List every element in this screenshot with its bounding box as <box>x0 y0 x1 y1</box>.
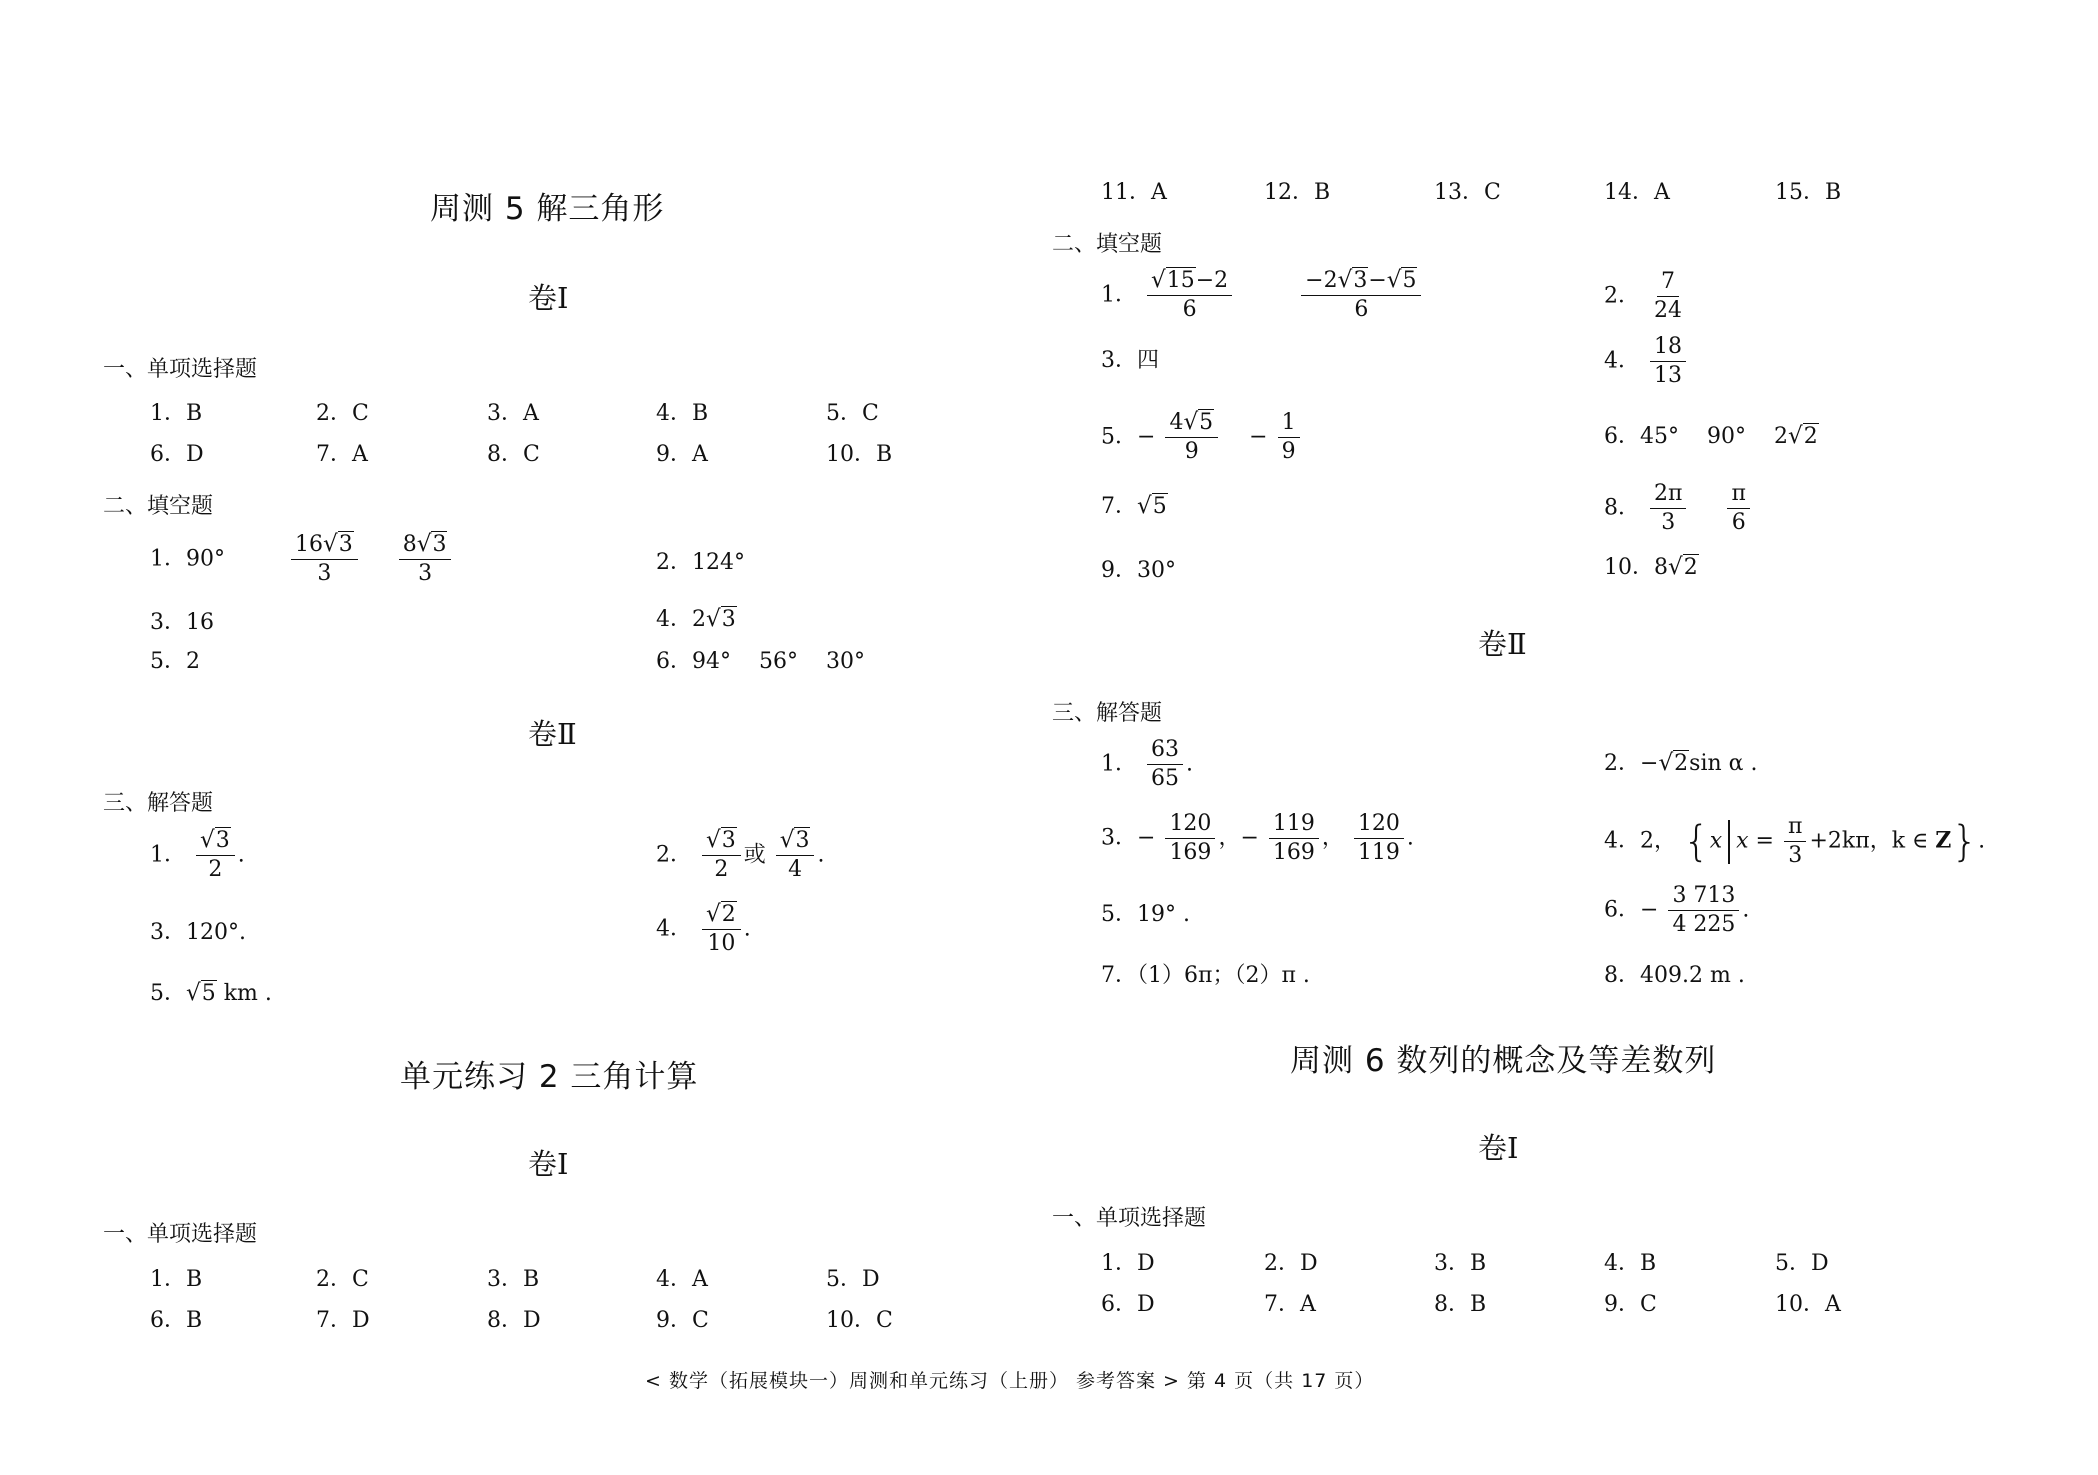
week5-answer-1: 1． $\frac{√3}{2}$ . <box>150 827 245 883</box>
week6-choice-2: 2．D <box>1264 1251 1318 1276</box>
week5-answer-5: 5．√5 km . <box>150 980 272 1006</box>
week6-choice-10: 10．A <box>1775 1292 1841 1317</box>
fraction: $\frac{√2}{10}$ <box>702 902 741 957</box>
unit2-fill-4: 4． $\frac{18}{13}$ <box>1604 335 1689 388</box>
unit2-section2-label: 二、填空题 <box>1052 232 1163 257</box>
unit2-answer-1: 1． $\frac{63}{65}$ . <box>1101 737 1193 792</box>
week5-answer-4: 4． $\frac{√2}{10}$ . <box>656 901 751 957</box>
unit2-answer-3: 3．− $\frac{120}{169}$ ，− $\frac{119}{169}$ ， $\frac{120}{119}$ . <box>1101 811 1414 866</box>
unit2-choice-11: 11．A <box>1101 180 1167 205</box>
unit2-choice-3: 3．B <box>487 1267 540 1292</box>
week5-fill-6: 6．94° 56° 30° <box>656 649 865 674</box>
sqrt-symbol: √3 <box>706 606 736 632</box>
unit2-section3-label: 三、解答题 <box>1052 701 1163 726</box>
week5-title: 周测 5 解三角形 <box>430 191 665 227</box>
fraction: $\frac{63}{65}$ <box>1147 738 1183 791</box>
fraction: $\frac{18}{13}$ <box>1650 335 1686 388</box>
fraction: $\frac{119}{169}$ <box>1269 812 1319 865</box>
sqrt-symbol: √2 <box>1658 750 1689 776</box>
unit2-choice-8: 8．D <box>487 1308 541 1333</box>
fraction: $\frac{√3}{2}$ <box>702 828 741 883</box>
fraction: $\frac{7}{24}$ <box>1654 269 1682 324</box>
week5-fill-3: 3．16 <box>150 610 214 635</box>
unit2-fill-7: 7．√5 <box>1101 493 1167 519</box>
sqrt-symbol: √3 <box>1337 267 1368 293</box>
fraction: $\frac{1}{9}$ <box>1278 411 1300 464</box>
fraction: $\frac{2\pi}{3}$ <box>1650 482 1686 535</box>
unit2-choice-1: 1．B <box>150 1267 203 1292</box>
week5-section3-label: 三、解答题 <box>103 791 214 816</box>
fraction: $\frac{120}{169}$ <box>1165 812 1215 865</box>
sqrt-symbol: √2 <box>1668 554 1698 580</box>
week6-section1-label: 一、单项选择题 <box>1052 1206 1207 1231</box>
week5-choice-3: 3．A <box>487 401 539 426</box>
fraction: $\frac{120}{119}$ <box>1354 812 1404 865</box>
sqrt-symbol: √3 <box>706 827 736 853</box>
week6-choice-3: 3．B <box>1434 1251 1487 1276</box>
unit2-fill-10: 10．8√2 <box>1604 554 1698 580</box>
week5-choice-5: 5．C <box>826 401 879 426</box>
week6-vol1-heading: 卷Ⅰ <box>1478 1131 1519 1165</box>
week5-answer-2: 2． $\frac{√3}{2}$ 或 $\frac{√3}{4}$ . <box>656 827 825 883</box>
unit2-title: 单元练习 2 三角计算 <box>400 1059 699 1095</box>
unit2-choice-12: 12．B <box>1264 180 1331 205</box>
unit2-fill-3: 3．四 <box>1101 348 1159 373</box>
sqrt-symbol: √3 <box>323 531 353 557</box>
sqrt-symbol: √15 <box>1151 267 1195 293</box>
week5-choice-9: 9．A <box>656 442 708 467</box>
unit2-fill-5: 5．− $\frac{4√5}{9}$ − $\frac{1}{9}$ <box>1101 410 1303 465</box>
unit2-fill-2: 2． $\frac{7}{24}$ <box>1604 270 1689 323</box>
page-footer: < 数学（拓展模块一）周测和单元练习（上册） 参考答案 > 第 4 页（共 17 页） <box>645 1370 1375 1392</box>
sqrt-symbol: √2 <box>1788 423 1818 449</box>
fraction: $\frac{4√5}{9}$ <box>1165 410 1218 465</box>
week5-choice-1: 1．B <box>150 401 203 426</box>
week6-choice-6: 6．D <box>1101 1292 1155 1317</box>
week5-fill-5: 5．2 <box>150 649 200 674</box>
unit2-choice-14: 14．A <box>1604 180 1670 205</box>
week5-fill-4: 4．2√3 <box>656 606 736 632</box>
week6-choice-1: 1．D <box>1101 1251 1155 1276</box>
unit2-choice-9: 9．C <box>656 1308 709 1333</box>
unit2-fill-9: 9．30° <box>1101 558 1176 583</box>
unit2-answer-8: 8．409.2 m . <box>1604 963 1745 988</box>
week5-section1-label: 一、单项选择题 <box>103 357 258 382</box>
fraction: $\frac{8√3}{3}$ <box>399 532 452 587</box>
unit2-choice-7: 7．D <box>316 1308 370 1333</box>
unit2-choice-15: 15．B <box>1775 180 1842 205</box>
week5-choice-2: 2．C <box>316 401 369 426</box>
week6-title: 周测 6 数列的概念及等差数列 <box>1290 1043 1717 1079</box>
unit2-answer-6: 6．− $\frac{3 713}{4 225}$ . <box>1604 883 1750 938</box>
unit2-choice-2: 2．C <box>316 1267 369 1292</box>
sqrt-symbol: √3 <box>200 827 230 853</box>
sqrt-symbol: √2 <box>706 901 736 927</box>
unit2-fill-6: 6．45° 90° 2√2 <box>1604 423 1818 449</box>
week5-section2-label: 二、填空题 <box>103 494 214 519</box>
week5-choice-8: 8．C <box>487 442 540 467</box>
unit2-vol1-heading: 卷Ⅰ <box>528 1147 569 1181</box>
week6-choice-5: 5．D <box>1775 1251 1829 1276</box>
unit2-choice-5: 5．D <box>826 1267 880 1292</box>
unit2-section1-label: 一、单项选择题 <box>103 1222 258 1247</box>
sqrt-symbol: √5 <box>1183 409 1214 435</box>
fraction: $\frac{√3}{4}$ <box>776 828 815 883</box>
week6-choice-4: 4．B <box>1604 1251 1657 1276</box>
unit2-fill-1: 1． $\frac{√15-2}{6}$ $\frac{-2√3-√5}{6}$ <box>1101 268 1424 323</box>
sqrt-symbol: √5 <box>1137 493 1167 519</box>
week5-fill-1: 1．90° $\frac{16√3}{3}$ $\frac{8√3}{3}$ <box>150 532 454 587</box>
unit2-choice-6: 6．B <box>150 1308 203 1333</box>
week5-choice-7: 7．A <box>316 442 368 467</box>
unit2-choice-13: 13．C <box>1434 180 1501 205</box>
sqrt-symbol: √5 <box>1386 267 1417 293</box>
sqrt-symbol: √5 <box>186 980 216 1006</box>
fraction: $\frac{√3}{2}$ <box>196 828 235 883</box>
week5-fill-2: 2．124° <box>656 550 745 575</box>
week6-choice-8: 8．B <box>1434 1292 1487 1317</box>
unit2-answer-7: 7．（1）6π；（2）π . <box>1101 963 1310 988</box>
week5-vol2-heading: 卷Ⅱ <box>528 717 577 751</box>
unit2-answer-2: 2．−√2sin α . <box>1604 750 1758 776</box>
fraction: $\frac{16√3}{3}$ <box>291 532 358 587</box>
week5-vol1-heading: 卷Ⅰ <box>528 281 569 315</box>
week6-choice-9: 9．C <box>1604 1292 1657 1317</box>
unit2-answer-5: 5．19° . <box>1101 902 1190 927</box>
fraction: $\frac{3 713}{4 225}$ <box>1668 884 1739 937</box>
fraction: $\frac{\pi}{3}$ <box>1784 815 1806 868</box>
unit2-choice-10: 10．C <box>826 1308 893 1333</box>
week5-choice-4: 4．B <box>656 401 709 426</box>
fraction: $\frac{√15-2}{6}$ <box>1147 268 1232 323</box>
unit2-answer-4: 4．2， {x x = $\frac{\pi}{3}$ +2kπ，k ∈ Z}. <box>1604 814 1986 869</box>
unit2-choice-4: 4．A <box>656 1267 708 1292</box>
week5-choice-6: 6．D <box>150 442 204 467</box>
unit2-fill-8: 8． $\frac{2\pi}{3}$ $\frac{\pi}{6}$ <box>1604 482 1753 535</box>
unit2-vol2-heading: 卷Ⅱ <box>1478 627 1527 661</box>
fraction: $\frac{\pi}{6}$ <box>1727 482 1749 535</box>
week6-choice-7: 7．A <box>1264 1292 1316 1317</box>
sqrt-symbol: √3 <box>416 531 447 557</box>
week5-answer-3: 3．120°. <box>150 920 246 945</box>
week5-choice-10: 10．B <box>826 442 893 467</box>
sqrt-symbol: √3 <box>779 827 810 853</box>
fraction: $\frac{-2√3-√5}{6}$ <box>1301 268 1421 323</box>
set-divider <box>1728 820 1730 864</box>
